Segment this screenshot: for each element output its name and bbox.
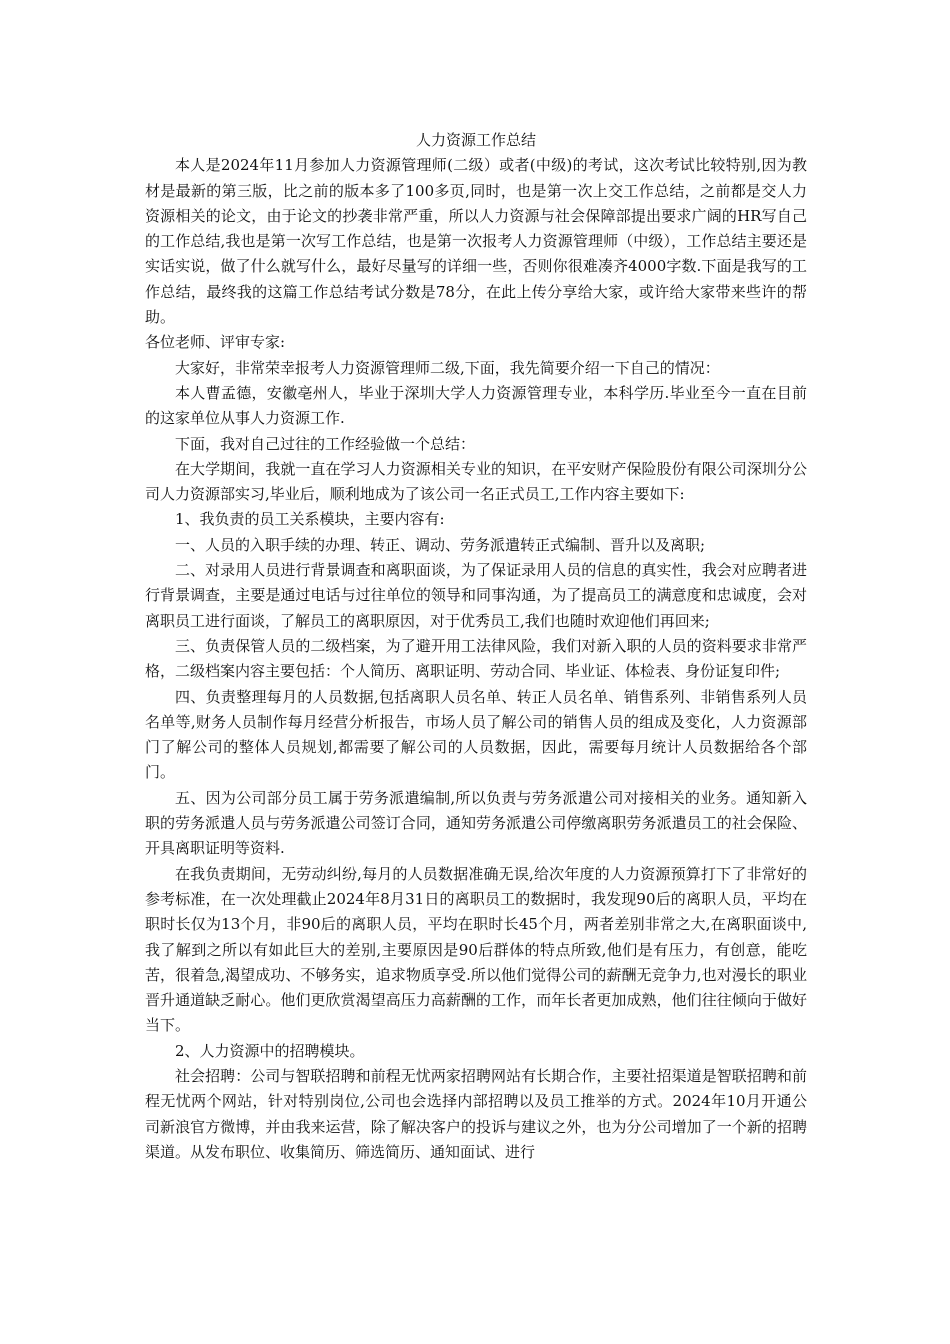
list-item: 二、对录用人员进行背景调查和离职面谈，为了保证录用人员的信息的真实性，我会对应聘者进行背景调查，主要是通过电话与过往单位的领导和同事沟通，为了提高员工的满意度和忠诚度，会对离职员工进行面谈，了解员工的离职原因，对于优秀员工,我们也随时欢迎他们再回来; [145, 561, 807, 630]
paragraph-results: 在我负责期间，无劳动纠纷,每月的人员数据准确无误,给次年度的人力资源预算打下了非常好的参考标准，在一次处理截止2024年8月31日的离职员工的数据时，我发现90后的离职人员，平均在职时长仅为13个月，非90后的离职人员，平均在职时长45个月，两者差别非常之大,在离职面谈中,我了解到之所以有如此巨大的差别,主要原因是90后群体的特点所致,他们是有压力，有创意，能吃苦，很着急,渴望成功、不够务实，追求物质享受.所以他们觉得公司的薪酬无竞争力,也对漫长的职业晋升通道缺乏耐心。他们更欣赏渴望高压力高薪酬的工作，而年长者更加成熟，他们往往倾向于做好当下。 [145, 864, 807, 1035]
list-item: 三、负责保管人员的二级档案，为了避开用工法律风险，我们对新入职的人员的资料要求非常严格，二级档案内容主要包括：个人简历、离职证明、劳动合同、毕业证、体检表、身份证复印件; [145, 636, 807, 681]
paragraph-greeting: 大家好，非常荣幸报考人力资源管理师二级,下面，我先简要介绍一下自己的情况： [175, 358, 720, 377]
paragraph-intro: 本人是2024年11月参加人力资源管理师(二级）或者(中级)的考试，这次考试比较特别,因为教材是最新的第三版，比之前的版本多了100多页,同时，也是第一次上交工作总结，之前都是交人力资源相关的论文，由于论文的抄袭非常严重，所以人力资源与社会保障部提出要求广阔的HR写自己的工作总结,我也是第一次写工作总结，也是第一次报考人力资源管理师（中级），工作总结主要还是实话实说，做了什么就写什么，最好尽量写的详细一些，否则你很难凑齐4000字数.下面是我写的工作总结，最终我的这篇工作总结考试分数是78分，在此上传分享给大家，或许给大家带来些许的帮助。 [145, 156, 807, 327]
paragraph-salutation: 各位老师、评审专家: [145, 333, 286, 352]
paragraph-self-introduction: 本人曹孟德，安徽亳州人，毕业于深圳大学人力资源管理专业，本科学历.毕业至今一直在目前的这家单位从事人力资源工作. [145, 383, 807, 428]
document-page [145, 128, 807, 1165]
section-heading-employee-relations: 1、我负责的员工关系模块，主要内容有: [175, 510, 445, 529]
paragraph-summary-lead: 下面，我对自己过往的工作经验做一个总结： [175, 434, 476, 453]
list-item: 四、负责整理每月的人员数据,包括离职人员名单、转正人员名单、销售系列、非销售系列人员名单等,财务人员制作每月经营分析报告，市场人员了解公司的销售人员的组成及变化，人力资源部门了解公司的整体人员规划,都需要了解公司的人员数据，因此，需要每月统计人员数据给各个部门。 [145, 687, 807, 782]
paragraph-social-recruitment: 社会招聘：公司与智联招聘和前程无忧两家招聘网站有长期合作，主要社招渠道是智联招聘和前程无忧两个网站，针对特别岗位,公司也会选择内部招聘以及员工推举的方式。2024年10月开通公司新浪官方微博，并由我来运营，除了解决客户的投诉与建议之外，也为分公司增加了一个新的招聘渠道。从发布职位、收集简历、筛选简历、通知面试、进行 [145, 1066, 807, 1161]
list-item: 五、因为公司部分员工属于劳务派遣编制,所以负责与劳务派遣公司对接相关的业务。通知新入职的劳务派遣人员与劳务派遣公司签订合同，通知劳务派遣公司停缴离职劳务派遣员工的社会保险、开具离职证明等资料. [145, 788, 807, 858]
document-title: 人力资源工作总结 [415, 131, 536, 149]
paragraph-university: 在大学期间，我就一直在学习人力资源相关专业的知识，在平安财产保险股份有限公司深圳分公司人力资源部实习,毕业后，顺利地成为了该公司一名正式员工,工作内容主要如下: [145, 459, 807, 504]
section-heading-recruitment: 2、人力资源中的招聘模块。 [175, 1041, 365, 1060]
list-item: 一、人员的入职手续的办理、转正、调动、劳务派遣转正式编制、晋升以及离职; [175, 535, 706, 554]
